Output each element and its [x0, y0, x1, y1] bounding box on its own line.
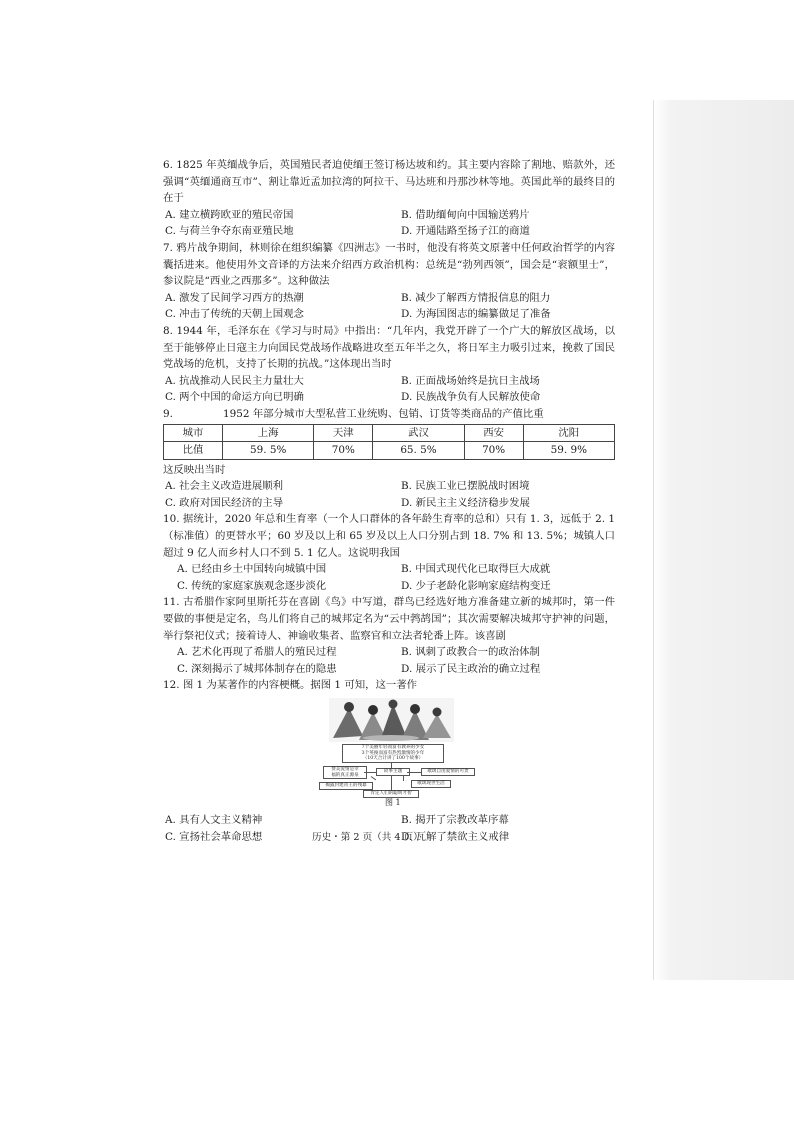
question-6 — [163, 157, 615, 240]
theme-line: 福的真正源泉 — [331, 772, 359, 778]
table-cell: 70% — [464, 442, 523, 460]
option-a[interactable]: A. 抗战推动人民民主力量壮大 — [165, 374, 304, 387]
options — [177, 644, 615, 677]
question-11 — [163, 594, 615, 677]
connector-line — [371, 776, 376, 780]
page-footer: 历史・第 2 页（共 4 页） — [312, 832, 423, 843]
question-stem: 这反映出当时 — [163, 463, 226, 476]
question-8 — [163, 323, 615, 406]
table-cell: 天津 — [314, 424, 373, 442]
storytellers-illustration — [329, 698, 454, 742]
table-title: 1952 年部分城市大型私营工业统购、包销、订货等类商品的产值比重 — [223, 407, 544, 420]
connector-line — [407, 772, 421, 773]
page-edge-shadow — [653, 100, 794, 980]
question-stem: 10. 据统计，2020 年总和生育率（一个人口群体的各年龄生育率的总和）只有 1. 3，远低于 2. 1（标准值）的更替水平；60 岁及以上和 65 岁及以上人口分别占到 18. 7% 和 13. 5%；城镇人口超过 9 亿人而乡村人口不到 5. 1 亿人。这说明我国 — [163, 513, 615, 559]
option-d[interactable]: D. 新民主主义经济稳步发展 — [401, 496, 530, 509]
table-cell: 65. 5% — [373, 442, 464, 460]
options — [165, 290, 615, 323]
table-header-row — [164, 424, 615, 442]
table-cell: 武汉 — [373, 424, 464, 442]
theme-life-box: 歌颂现世生活 — [411, 780, 451, 788]
theme-love-box — [323, 766, 367, 779]
option-c[interactable]: C. 宣扬社会革命思想 — [165, 830, 263, 843]
option-b[interactable]: B. 中国式现代化已取得巨大成就 — [401, 563, 551, 576]
option-b[interactable]: B. 民族工业已摆脱战时困境 — [401, 480, 530, 493]
table-cell: 城市 — [164, 424, 223, 442]
options — [165, 373, 615, 406]
option-a[interactable]: A. 建立横跨欧亚的殖民帝国 — [165, 208, 294, 221]
table-cell: 59. 9% — [523, 442, 614, 460]
option-c[interactable]: C. 冲击了传统的天朝上国观念 — [165, 308, 304, 321]
theme-line: 赞美爱情是幸 — [331, 767, 359, 772]
data-table — [163, 424, 615, 460]
figure-1 — [319, 698, 469, 808]
question-stem: 12. 图 1 为某著作的内容梗概。据图 1 可知，这一著作 — [163, 679, 418, 692]
question-stem: 6. 1825 年英缅战争后，英国殖民者迫使缅王签订杨达坡和约。其主要内容除了割地、赔款外，还强调“英缅通商互市”、割让靠近孟加拉湾的阿拉干、马达班和丹那沙林等地。英国此举的最终目的在于 — [163, 159, 615, 205]
question-stem: 8. 1944 年，毛泽东在《学习与时局》中指出：“几年内，我党开辟了一个广大的解放区战场，以至于能够停止日寇主力向国民党战场作战略进攻至五年半之久，将日军主力吸引过来，挽救了国民党战场的危机，支持了长期的抗战。”这体现出当时 — [163, 324, 615, 371]
question-number: 9. — [163, 407, 173, 420]
option-a[interactable]: A. 社会主义改造进展顺利 — [165, 480, 284, 493]
option-c[interactable]: C. 与荷兰争夺东南亚殖民地 — [165, 225, 294, 238]
option-a[interactable]: A. 已经由乡土中国转向城镇中国 — [177, 563, 327, 576]
table-cell: 59. 5% — [223, 442, 314, 460]
participants-line: （10天合计讲了100个故事） — [362, 756, 424, 762]
participants-line: 3个英俊而富有热烈激情的少年 — [361, 750, 425, 756]
option-c[interactable]: C. 传统的家庭家族观念逐步淡化 — [177, 579, 327, 592]
exam-page — [163, 157, 615, 845]
option-c[interactable]: C. 两个中国的命运方向已明确 — [165, 391, 304, 404]
table-title-row — [163, 406, 615, 423]
question-7 — [163, 240, 615, 323]
table-cell: 上海 — [223, 424, 314, 442]
options — [165, 207, 615, 240]
theme-freedom-box: 歌颂自由爱情的可贵 — [421, 768, 475, 776]
option-d[interactable]: D. 为海国图志的编纂做足了准备 — [401, 308, 551, 321]
option-a[interactable]: A. 艺术化再现了希腊人的殖民过程 — [177, 646, 337, 659]
option-d[interactable]: D. 瓦解了禁欲主义戒律 — [401, 830, 510, 843]
theme-tyranny-box: 揭露封建帝王的残暴 — [319, 782, 373, 790]
option-d[interactable]: D. 展示了民主政治的确立过程 — [401, 662, 541, 675]
option-a[interactable]: A. 具有人文主义精神 — [165, 814, 263, 826]
options — [165, 478, 615, 511]
question-stem: 11. 古希腊作家阿里斯托芬在喜剧《鸟》中写道，群鸟已经选好地方准备建立新的城邦时，第一件要做的事便是定名，鸟儿们将自己的城邦定名为“云中鹁鸪国”；其次需要解决城邦守护神的问题，举行祭祀仪式；接着诗人、神谕收集者、监察官和立法者轮番上阵。该喜剧 — [163, 596, 615, 642]
option-d[interactable]: D. 少子老龄化影响家庭结构变迁 — [401, 579, 551, 592]
participants-box — [342, 744, 444, 763]
table-cell: 比值 — [164, 442, 223, 460]
options — [177, 561, 615, 594]
participants-line: 7个美丽年轻而富有教养的少女 — [361, 745, 425, 750]
option-d[interactable]: D. 开通陆路至扬子江的商道 — [401, 225, 530, 238]
option-a[interactable]: A. 激发了民间学习西方的热潮 — [165, 291, 304, 304]
option-b[interactable]: B. 借助缅甸向中国输送鸦片 — [401, 208, 530, 221]
table-row — [164, 442, 615, 460]
question-9 — [163, 406, 615, 512]
question-10 — [163, 511, 615, 594]
option-b[interactable]: B. 减少了解西方情报信息的阻力 — [401, 291, 551, 304]
option-c[interactable]: C. 深刻揭示了城邦体制存在的隐患 — [177, 662, 337, 675]
option-b[interactable]: B. 揭开了宗教改革序幕 — [401, 814, 509, 826]
connector-line — [391, 776, 392, 790]
option-b[interactable]: B. 讽刺了政教合一的政治体制 — [401, 646, 540, 659]
option-b[interactable]: B. 正面战场始终是抗日主战场 — [401, 374, 540, 387]
table-cell: 沈阳 — [523, 424, 614, 442]
theme-wisdom-box: 肯定人们的聪明才智 — [363, 790, 419, 798]
connector-line — [403, 776, 404, 781]
question-stem: 7. 鸦片战争期间，林则徐在组织编纂《四洲志》一书时，他没有将英文原著中任何政治哲学的内容囊括进来。他使用外文音译的方法来介绍西方政治机构：总统是“勃列西领”，国会是“衮额里士”，参议院是“西业之西那多”。这种做法 — [163, 241, 615, 288]
option-c[interactable]: C. 政府对国民经济的主导 — [165, 496, 284, 509]
table-cell: 70% — [314, 442, 373, 460]
theme-box: 故事主题 — [376, 768, 410, 776]
figure-caption: 图 1 — [385, 798, 401, 807]
option-d[interactable]: D. 民族战争负有人民解放使命 — [401, 391, 541, 404]
connector-line — [364, 772, 376, 773]
question-12 — [163, 677, 615, 845]
table-cell: 西安 — [464, 424, 523, 442]
